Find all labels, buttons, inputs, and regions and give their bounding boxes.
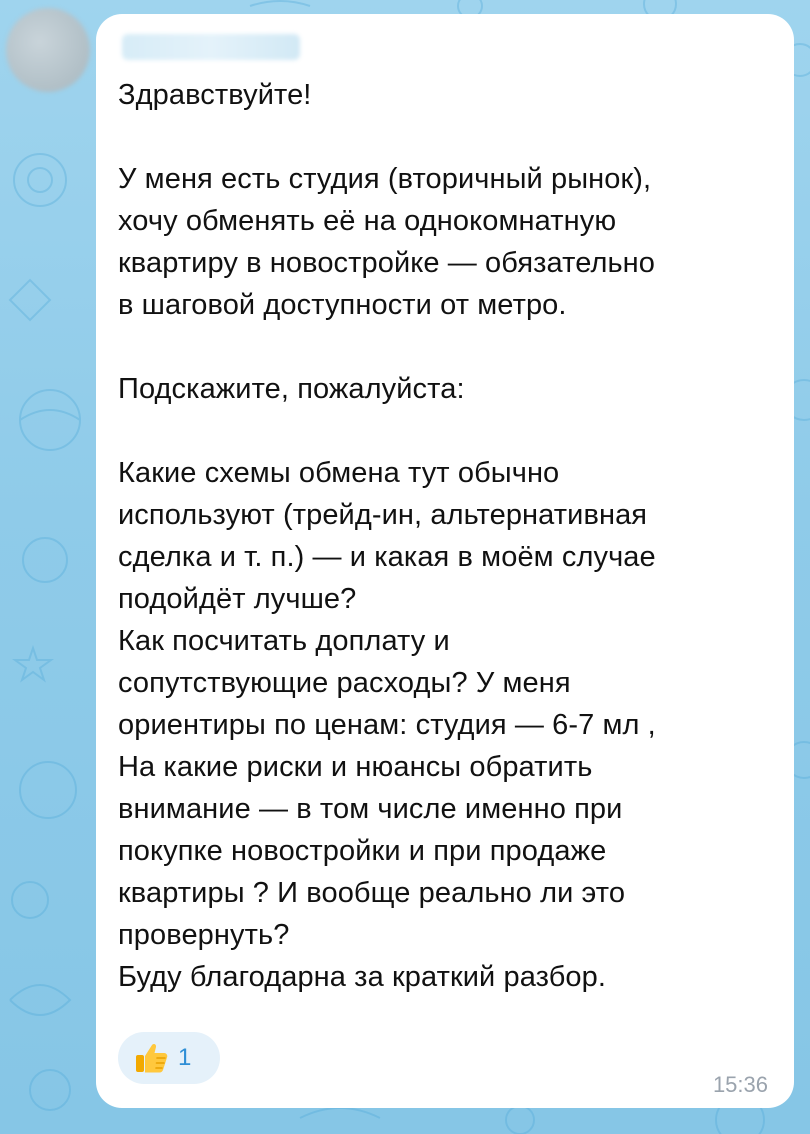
message-line: внимание — в том числе именно при <box>118 793 623 825</box>
message-line: в шаговой доступности от метро. <box>118 289 567 321</box>
paragraph-gap <box>118 116 778 158</box>
message-time: 15:36 <box>712 1072 768 1097</box>
message-line: сделка и т. п.) — и какая в моём случае <box>118 541 656 573</box>
message-bubble[interactable] <box>96 14 794 1108</box>
reaction-count: 1 <box>178 1044 192 1071</box>
message-line: Какие схемы обмена тут обычно <box>118 457 560 489</box>
message-line: хочу обменять её на однокомнатную <box>118 205 617 237</box>
sender-avatar[interactable] <box>6 8 90 92</box>
message-line: покупке новостройки и при продаже <box>118 835 607 867</box>
message-line: На какие риски и нюансы обратить <box>118 751 593 783</box>
message-line: Буду благодарна за краткий разбор. <box>118 961 607 993</box>
thumbs-up-icon <box>132 1038 172 1078</box>
message-line: используют (трейд-ин, альтернативная <box>118 499 648 531</box>
message-line: ориентиры по ценам: студия — 6-7 мл , <box>118 709 656 741</box>
message-line: подойдёт лучше? <box>118 583 357 615</box>
message-line: Подскажите, пожалуйста: <box>118 373 465 405</box>
message-line: провернуть? <box>118 919 290 951</box>
message-line: квартиру в новостройке — обязательно <box>118 247 656 279</box>
paragraph-gap <box>118 326 778 368</box>
message-line: Здравствуйте! <box>118 79 312 111</box>
message-line: квартиры ? И вообще реально ли это <box>118 877 626 909</box>
message-text <box>118 74 778 998</box>
reaction-chip[interactable] <box>118 1032 220 1084</box>
message-line: У меня есть студия (вторичный рынок), <box>118 163 652 195</box>
paragraph-gap <box>118 410 778 452</box>
message-line: Как посчитать доплату и <box>118 625 450 657</box>
message-line: сопутствующие расходы? У меня <box>118 667 571 699</box>
sender-name-blurred[interactable] <box>122 34 300 60</box>
